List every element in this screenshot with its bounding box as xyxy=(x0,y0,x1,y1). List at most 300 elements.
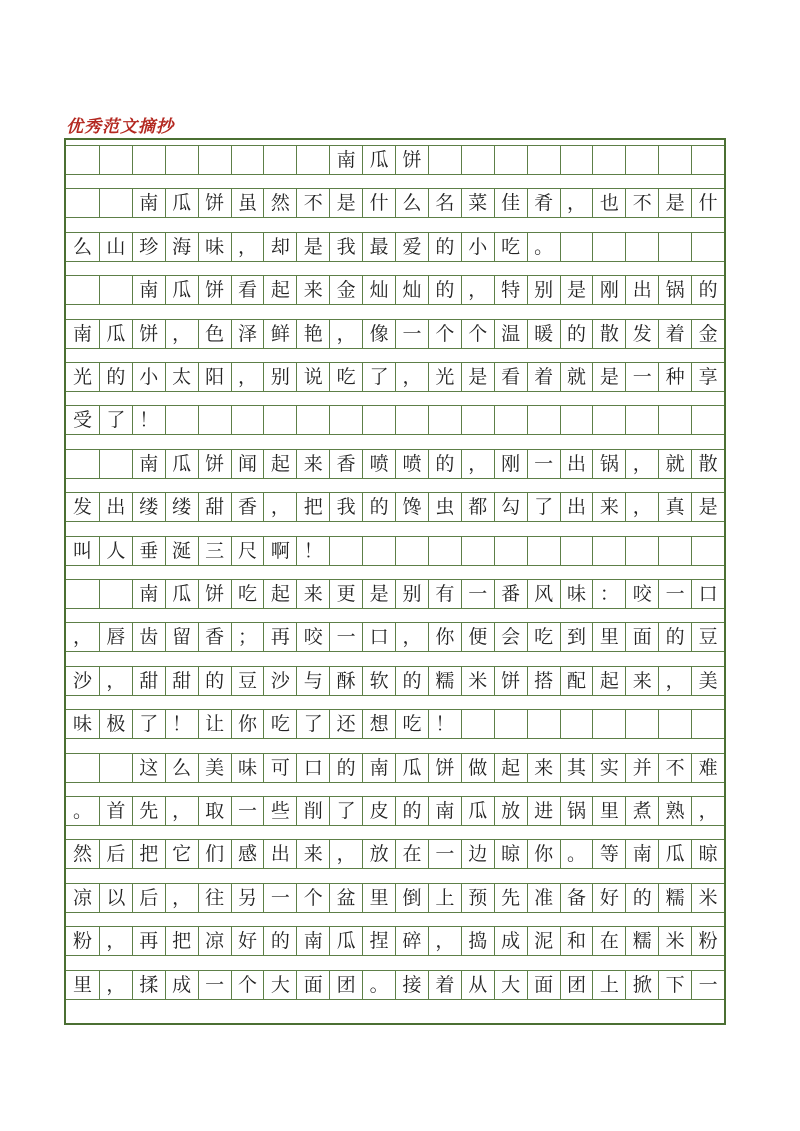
grid-cell: 闻 xyxy=(231,450,264,478)
grid-cell: ， xyxy=(691,797,724,825)
grid-cell: 出 xyxy=(625,276,658,304)
grid-cell: 好 xyxy=(231,927,264,955)
grid-cell: 发 xyxy=(625,320,658,348)
grid-cell: 香 xyxy=(231,493,264,521)
grid-cell: 真 xyxy=(658,493,691,521)
grid-cell: 这 xyxy=(132,754,165,782)
grid-cell: 一 xyxy=(231,797,264,825)
grid-cell xyxy=(395,406,428,434)
grid-cell: 散 xyxy=(592,320,625,348)
grid-cell xyxy=(461,146,494,174)
grid-cell: 小 xyxy=(461,233,494,261)
grid-cell: 是 xyxy=(691,493,724,521)
grid-cell: 不 xyxy=(625,189,658,217)
grid-cell: 金 xyxy=(691,320,724,348)
grid-cell: 瓜 xyxy=(165,189,198,217)
grid-cell: 。 xyxy=(72,800,92,822)
grid-cell: 特 xyxy=(494,276,527,304)
grid-cell: 都 xyxy=(461,493,494,521)
grid-cell: 饼 xyxy=(198,189,231,217)
grid-cell xyxy=(231,406,264,434)
grid-cell: 光 xyxy=(428,363,461,391)
grid-cell: 大 xyxy=(263,971,296,999)
grid-cell: ！ xyxy=(165,710,198,738)
grid-cell xyxy=(99,189,132,217)
grid-cell: 米 xyxy=(461,667,494,695)
grid-cell: 来 xyxy=(296,580,329,608)
grid-cell: 更 xyxy=(329,580,362,608)
grid-cell: 山 xyxy=(99,233,132,261)
grid-cell: 人 xyxy=(99,537,132,565)
grid-cell: 一 xyxy=(527,450,560,478)
grid-cell xyxy=(66,754,99,782)
grid-cell: 粉 xyxy=(72,930,92,953)
grid-cell: 虫 xyxy=(428,493,461,521)
grid-cell: 南 xyxy=(428,797,461,825)
grid-cell xyxy=(165,406,198,434)
grid-cell: 南 xyxy=(329,146,362,174)
grid-cell: 着 xyxy=(527,363,560,391)
grid-cell: 着 xyxy=(428,971,461,999)
grid-cell: 米 xyxy=(658,927,691,955)
grid-cell: 了 xyxy=(329,797,362,825)
grid-cell: 温 xyxy=(494,320,527,348)
grid-cell: 到 xyxy=(560,623,593,651)
grid-cell: 佳 xyxy=(494,189,527,217)
grid-cell: 来 xyxy=(296,276,329,304)
grid-cell: 爱 xyxy=(395,233,428,261)
grid-cell: 味 xyxy=(560,580,593,608)
grid-cell: 里 xyxy=(592,797,625,825)
grid-cell: 我 xyxy=(329,233,362,261)
grid-cell: ， xyxy=(560,189,593,217)
grid-row xyxy=(66,275,724,305)
grid-cell: 别 xyxy=(263,363,296,391)
grid-cell: 不 xyxy=(296,189,329,217)
grid-cell: 先 xyxy=(132,797,165,825)
grid-cell: 海 xyxy=(165,233,198,261)
grid-cell: 个 xyxy=(461,320,494,348)
grid-cell: 灿 xyxy=(395,276,428,304)
grid-cell: 勾 xyxy=(494,493,527,521)
grid-cell xyxy=(560,406,593,434)
grid-cell: 甜 xyxy=(132,667,165,695)
grid-cell: 实 xyxy=(592,754,625,782)
grid-cell: 。 xyxy=(560,840,593,868)
grid-cell: ， xyxy=(99,927,132,955)
grid-cell: 面 xyxy=(625,623,658,651)
grid-cell xyxy=(592,146,625,174)
grid-cell: 口 xyxy=(362,623,395,651)
grid-cell: 起 xyxy=(263,276,296,304)
grid-cell: 不 xyxy=(658,754,691,782)
grid-cell xyxy=(165,146,198,174)
grid-cell: 晾 xyxy=(691,840,724,868)
grid-row xyxy=(66,362,724,392)
grid-cell: 瓜 xyxy=(461,797,494,825)
grid-cell: 就 xyxy=(560,363,593,391)
grid-cell: 香 xyxy=(329,450,362,478)
grid-cell: 受 xyxy=(72,409,92,432)
grid-cell: 捏 xyxy=(362,927,395,955)
grid-cell: 小 xyxy=(132,363,165,391)
grid-cell xyxy=(691,537,724,565)
grid-cell: 先 xyxy=(494,884,527,912)
grid-cell xyxy=(99,146,132,174)
grid-cell: 从 xyxy=(461,971,494,999)
grid-cell: 出 xyxy=(263,840,296,868)
grid-cell: 豆 xyxy=(231,667,264,695)
grid-cell: 备 xyxy=(560,884,593,912)
grid-cell: 沙 xyxy=(263,667,296,695)
grid-cell: 艳 xyxy=(296,320,329,348)
grid-cell: 番 xyxy=(494,580,527,608)
grid-cell xyxy=(592,233,625,261)
grid-cell: 吃 xyxy=(494,233,527,261)
grid-cell: 难 xyxy=(691,754,724,782)
grid-cell: 并 xyxy=(625,754,658,782)
grid-cell: 味 xyxy=(72,713,92,736)
grid-cell: 的 xyxy=(428,233,461,261)
grid-cell: 你 xyxy=(231,710,264,738)
grid-cell: 首 xyxy=(99,797,132,825)
grid-cell: 暖 xyxy=(527,320,560,348)
grid-cell: 以 xyxy=(99,884,132,912)
grid-cell xyxy=(263,146,296,174)
grid-row xyxy=(66,753,724,783)
grid-cell: 吃 xyxy=(329,363,362,391)
grid-cell: 再 xyxy=(132,927,165,955)
grid-row xyxy=(66,232,724,262)
grid-cell xyxy=(592,406,625,434)
grid-cell: 南 xyxy=(362,754,395,782)
grid-cell: 极 xyxy=(99,710,132,738)
grid-cell: 有 xyxy=(428,580,461,608)
grid-cell: 盆 xyxy=(329,884,362,912)
grid-cell: 个 xyxy=(231,971,264,999)
grid-cell: 面 xyxy=(296,971,329,999)
grid-cell xyxy=(99,580,132,608)
grid-cell xyxy=(625,406,658,434)
grid-cell: 来 xyxy=(296,450,329,478)
grid-cell: ！ xyxy=(296,537,329,565)
grid-cell: 香 xyxy=(198,623,231,651)
grid-cell: 然 xyxy=(263,189,296,217)
grid-cell xyxy=(658,233,691,261)
grid-cell: 糯 xyxy=(658,884,691,912)
grid-cell: 鲜 xyxy=(263,320,296,348)
grid-cell: 的 xyxy=(263,927,296,955)
grid-cell xyxy=(494,710,527,738)
grid-cell: 三 xyxy=(198,537,231,565)
grid-cell: 来 xyxy=(592,493,625,521)
grid-cell: 的 xyxy=(560,320,593,348)
grid-cell: 好 xyxy=(592,884,625,912)
grid-row xyxy=(66,622,724,652)
grid-cell xyxy=(66,189,99,217)
grid-cell: 后 xyxy=(99,840,132,868)
grid-cell: 糯 xyxy=(428,667,461,695)
grid-cell: 吃 xyxy=(231,580,264,608)
grid-cell: 你 xyxy=(428,623,461,651)
grid-cell: 上 xyxy=(592,971,625,999)
grid-cell: 瓜 xyxy=(99,320,132,348)
grid-cell: 发 xyxy=(72,496,92,519)
grid-cell: 煮 xyxy=(625,797,658,825)
grid-cell: 然 xyxy=(72,843,92,866)
grid-cell: 糯 xyxy=(625,927,658,955)
grid-cell xyxy=(66,146,99,174)
grid-cell: 南 xyxy=(625,840,658,868)
grid-cell: 饼 xyxy=(198,580,231,608)
grid-cell: 是 xyxy=(461,363,494,391)
grid-cell: 饼 xyxy=(494,667,527,695)
grid-cell: 瓜 xyxy=(329,927,362,955)
grid-cell xyxy=(691,710,724,738)
grid-cell: 光 xyxy=(72,366,92,388)
grid-cell: 团 xyxy=(560,971,593,999)
grid-cell: 配 xyxy=(560,667,593,695)
grid-cell: 出 xyxy=(560,493,593,521)
grid-cell: 肴 xyxy=(527,189,560,217)
grid-cell: 个 xyxy=(296,884,329,912)
grid-cell xyxy=(560,233,593,261)
grid-cell: 再 xyxy=(263,623,296,651)
grid-cell: 的 xyxy=(395,797,428,825)
grid-cell xyxy=(329,406,362,434)
grid-row xyxy=(66,883,724,913)
grid-cell xyxy=(461,406,494,434)
grid-cell: 吃 xyxy=(527,623,560,651)
grid-cell xyxy=(691,233,724,261)
grid-cell: 看 xyxy=(494,363,527,391)
grid-cell: 往 xyxy=(198,884,231,912)
grid-cell: 把 xyxy=(165,927,198,955)
grid-cell: 叫 xyxy=(72,539,92,562)
grid-cell: 的 xyxy=(658,623,691,651)
grid-cell: 让 xyxy=(198,710,231,738)
grid-cell: 是 xyxy=(658,189,691,217)
grid-cell: 泽 xyxy=(231,320,264,348)
grid-cell: ， xyxy=(72,626,92,649)
grid-cell: 饼 xyxy=(198,276,231,304)
grid-cell xyxy=(66,450,99,478)
grid-cell: 预 xyxy=(461,884,494,912)
grid-cell xyxy=(658,710,691,738)
grid-cell: 吃 xyxy=(263,710,296,738)
grid-cell xyxy=(66,276,99,304)
grid-cell: 喷 xyxy=(395,450,428,478)
grid-cell: ， xyxy=(658,667,691,695)
grid-row xyxy=(66,926,724,956)
grid-cell: 它 xyxy=(165,840,198,868)
grid-cell: ； xyxy=(231,623,264,651)
grid-cell: 唇 xyxy=(99,623,132,651)
grid-cell: 咬 xyxy=(296,623,329,651)
grid-cell: 饼 xyxy=(395,146,428,174)
grid-cell: 面 xyxy=(527,971,560,999)
grid-cell: 最 xyxy=(362,233,395,261)
grid-cell: 是 xyxy=(329,189,362,217)
grid-cell xyxy=(66,580,99,608)
grid-row xyxy=(66,796,724,826)
grid-cell: 菜 xyxy=(461,189,494,217)
grid-row xyxy=(66,970,724,1000)
grid-cell: 是 xyxy=(296,233,329,261)
grid-cell: 咬 xyxy=(625,580,658,608)
grid-cell: 了 xyxy=(296,710,329,738)
grid-cell: ， xyxy=(625,450,658,478)
grid-cell: ， xyxy=(329,840,362,868)
grid-cell: 色 xyxy=(198,320,231,348)
grid-cell: 。 xyxy=(527,233,560,261)
grid-cell: 出 xyxy=(560,450,593,478)
grid-cell: 凉 xyxy=(72,886,92,909)
grid-cell: 凉 xyxy=(198,927,231,955)
grid-cell xyxy=(560,710,593,738)
grid-cell: 看 xyxy=(231,276,264,304)
grid-cell: 做 xyxy=(461,754,494,782)
grid-cell: ， xyxy=(165,797,198,825)
grid-cell: 皮 xyxy=(362,797,395,825)
grid-row xyxy=(66,319,724,349)
grid-cell: 的 xyxy=(428,450,461,478)
grid-cell: ， xyxy=(231,233,264,261)
grid-cell: 着 xyxy=(658,320,691,348)
grid-cell: ， xyxy=(231,363,264,391)
grid-cell: 什 xyxy=(691,189,724,217)
grid-cell xyxy=(592,537,625,565)
grid-cell: 边 xyxy=(461,840,494,868)
grid-cell: 享 xyxy=(691,363,724,391)
grid-cell: 熟 xyxy=(658,797,691,825)
grid-cell: 来 xyxy=(625,667,658,695)
grid-cell xyxy=(362,406,395,434)
grid-cell: 瓜 xyxy=(165,450,198,478)
grid-cell: 饼 xyxy=(428,754,461,782)
grid-cell: 软 xyxy=(362,667,395,695)
grid-cell: 味 xyxy=(198,233,231,261)
grid-cell: 我 xyxy=(329,493,362,521)
grid-cell: 你 xyxy=(527,840,560,868)
grid-cell: 瓜 xyxy=(165,580,198,608)
grid-cell: 喷 xyxy=(362,450,395,478)
grid-cell: 。 xyxy=(362,971,395,999)
grid-cell: ， xyxy=(165,884,198,912)
grid-cell: 了 xyxy=(132,710,165,738)
grid-cell: 的 xyxy=(362,493,395,521)
grid-cell: 一 xyxy=(263,884,296,912)
grid-cell xyxy=(99,276,132,304)
grid-cell: 瓜 xyxy=(395,754,428,782)
grid-cell: 与 xyxy=(296,667,329,695)
grid-cell: 个 xyxy=(428,320,461,348)
grid-row xyxy=(66,145,724,175)
grid-cell: 吃 xyxy=(395,710,428,738)
grid-cell xyxy=(527,406,560,434)
grid-cell: 接 xyxy=(395,971,428,999)
grid-row xyxy=(66,709,724,739)
grid-row xyxy=(66,492,724,522)
grid-cell: 泥 xyxy=(527,927,560,955)
grid-cell: 了 xyxy=(99,406,132,434)
grid-cell: 一 xyxy=(658,580,691,608)
grid-cell: ， xyxy=(165,320,198,348)
grid-cell: 一 xyxy=(198,971,231,999)
grid-cell: 的 xyxy=(691,276,724,304)
grid-cell: 取 xyxy=(198,797,231,825)
grid-cell: 放 xyxy=(494,797,527,825)
grid-cell: 便 xyxy=(461,623,494,651)
grid-cell: ， xyxy=(99,971,132,999)
grid-cell: 里 xyxy=(362,884,395,912)
grid-cell xyxy=(527,710,560,738)
grid-cell: 齿 xyxy=(132,623,165,651)
grid-row xyxy=(66,405,724,435)
grid-cell xyxy=(198,146,231,174)
grid-cell xyxy=(428,406,461,434)
grid-cell: 一 xyxy=(329,623,362,651)
grid-cell: 另 xyxy=(231,884,264,912)
grid-cell: 留 xyxy=(165,623,198,651)
grid-row xyxy=(66,536,724,566)
grid-cell: 南 xyxy=(72,322,92,345)
grid-cell: 准 xyxy=(527,884,560,912)
grid-cell: 珍 xyxy=(132,233,165,261)
grid-cell: 起 xyxy=(494,754,527,782)
header-label: 优秀范文摘抄 xyxy=(66,117,174,137)
grid-cell: 米 xyxy=(691,884,724,912)
grid-cell: 美 xyxy=(691,667,724,695)
grid-cell: 起 xyxy=(592,667,625,695)
grid-cell: 可 xyxy=(263,754,296,782)
grid-cell: 倒 xyxy=(395,884,428,912)
grid-cell: ， xyxy=(625,493,658,521)
grid-cell: 了 xyxy=(527,493,560,521)
grid-cell: ， xyxy=(395,363,428,391)
grid-cell: 想 xyxy=(362,710,395,738)
grid-cell xyxy=(691,406,724,434)
grid-cell xyxy=(691,146,724,174)
grid-cell xyxy=(560,537,593,565)
grid-cell: 南 xyxy=(296,927,329,955)
grid-cell: 酥 xyxy=(329,667,362,695)
grid-cell: 锅 xyxy=(658,276,691,304)
grid-cell: 锅 xyxy=(592,450,625,478)
grid-cell xyxy=(263,406,296,434)
grid-cell: 缕 xyxy=(132,493,165,521)
grid-cell: 灿 xyxy=(362,276,395,304)
grid-cell: ！ xyxy=(428,710,461,738)
grid-cell: 甜 xyxy=(198,493,231,521)
grid-cell: 了 xyxy=(362,363,395,391)
grid-row xyxy=(66,449,724,479)
grid-cell: 揉 xyxy=(132,971,165,999)
grid-cell xyxy=(592,710,625,738)
grid-cell: ， xyxy=(395,623,428,651)
grid-cell: 馋 xyxy=(395,493,428,521)
grid-cell: 一 xyxy=(461,580,494,608)
grid-cell: 下 xyxy=(658,971,691,999)
grid-cell xyxy=(296,146,329,174)
grid-cell: 南 xyxy=(132,580,165,608)
composition-grid xyxy=(64,138,726,1025)
grid-cell: 么 xyxy=(395,189,428,217)
grid-cell: 涎 xyxy=(165,537,198,565)
grid-cell: 风 xyxy=(527,580,560,608)
grid-cell xyxy=(296,406,329,434)
grid-cell: 瓜 xyxy=(658,840,691,868)
